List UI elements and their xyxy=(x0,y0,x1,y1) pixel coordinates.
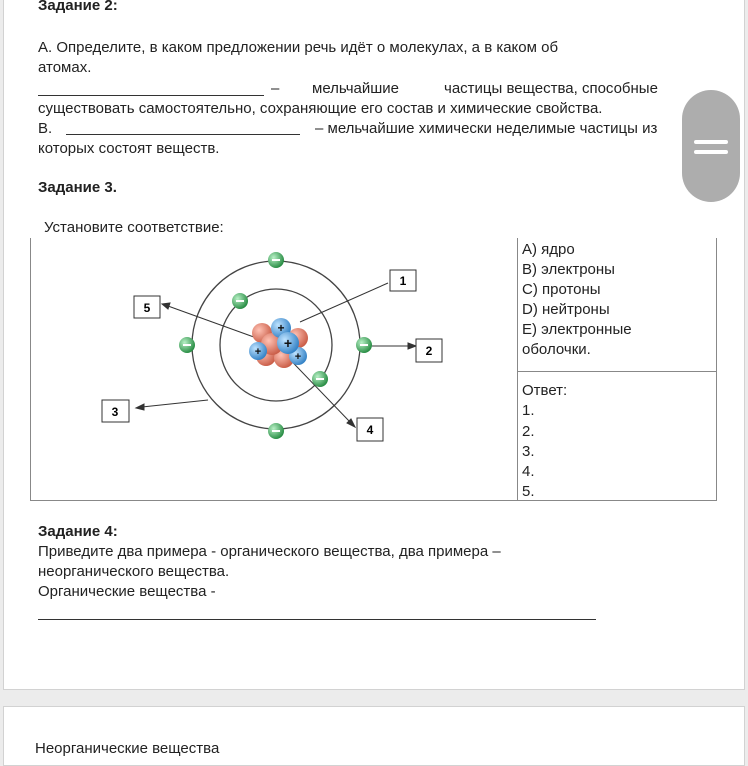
next-page xyxy=(3,706,745,766)
svg-text:+: + xyxy=(283,335,293,351)
task2-title: Задание 2: xyxy=(38,0,118,14)
menu-icon-bar xyxy=(694,150,728,154)
label-box-2 xyxy=(416,339,442,362)
electron xyxy=(312,371,328,387)
answer-2[interactable]: 2. xyxy=(522,423,535,440)
task4-line1: Приведите два примера - органического вещества, два примера – xyxy=(38,543,501,560)
menu-icon xyxy=(694,140,728,144)
task2-b-label: В. xyxy=(38,120,53,137)
label-2: 2 xyxy=(425,344,433,358)
label-3: 3 xyxy=(111,405,119,419)
electron xyxy=(179,337,195,353)
scroll-handle[interactable] xyxy=(682,90,740,202)
nucleus xyxy=(249,318,308,368)
task2-b-line2: которых состоят веществ. xyxy=(38,140,220,157)
option-shells-cont: оболочки. xyxy=(522,341,591,358)
option-electrons: В) электроны xyxy=(522,261,615,278)
answer-3[interactable]: 3. xyxy=(522,443,535,460)
answer-1[interactable]: 1. xyxy=(522,402,535,419)
task2-a-line2: существовать самостоятельно, сохраняющие его состав и химические свойства. xyxy=(38,100,603,117)
task4-line2: неорганического вещества. xyxy=(38,563,230,580)
organic-label: Органические вещества - xyxy=(38,583,216,600)
electron xyxy=(268,252,284,268)
task2-a-dash: – xyxy=(271,80,280,97)
option-shells: Е) электронные xyxy=(522,321,632,338)
svg-text:+: + xyxy=(277,321,285,335)
option-protons: С) протоны xyxy=(522,281,601,298)
label-box-4 xyxy=(357,418,383,441)
answer-5[interactable]: 5. xyxy=(522,483,535,500)
svg-text:+: + xyxy=(294,351,302,363)
electron xyxy=(268,423,284,439)
task2-question-line1: А. Определите, в каком предложении речь идёт о молекулах, а в каком об xyxy=(38,39,559,56)
answer-4[interactable]: 4. xyxy=(522,463,535,480)
label-box-3 xyxy=(102,400,129,422)
option-neutrons: D) нейтроны xyxy=(522,301,610,318)
label-box-1 xyxy=(390,270,416,291)
label-box-5 xyxy=(134,296,160,318)
answer-title: Ответ: xyxy=(522,382,568,399)
electron xyxy=(232,293,248,309)
task4-title: Задание 4: xyxy=(38,523,118,540)
label-4: 4 xyxy=(366,423,374,437)
task3-title: Задание 3. xyxy=(38,179,117,196)
label-5: 5 xyxy=(143,301,151,315)
task3-instruction: Установите соответствие: xyxy=(44,219,224,236)
svg-text:+: + xyxy=(254,346,262,358)
label-1: 1 xyxy=(399,274,407,288)
electron xyxy=(356,337,372,353)
task2-question-line2: атомах. xyxy=(38,59,92,76)
task2-b-text: – мельчайшие химически неделимые частицы из xyxy=(315,120,658,137)
task2-a-word2: частицы вещества, способные xyxy=(444,80,658,97)
task2-a-word1: мельчайшие xyxy=(312,80,400,97)
inorganic-label: Неорганические вещества xyxy=(35,740,220,757)
option-nucleus: А) ядро xyxy=(522,241,575,258)
